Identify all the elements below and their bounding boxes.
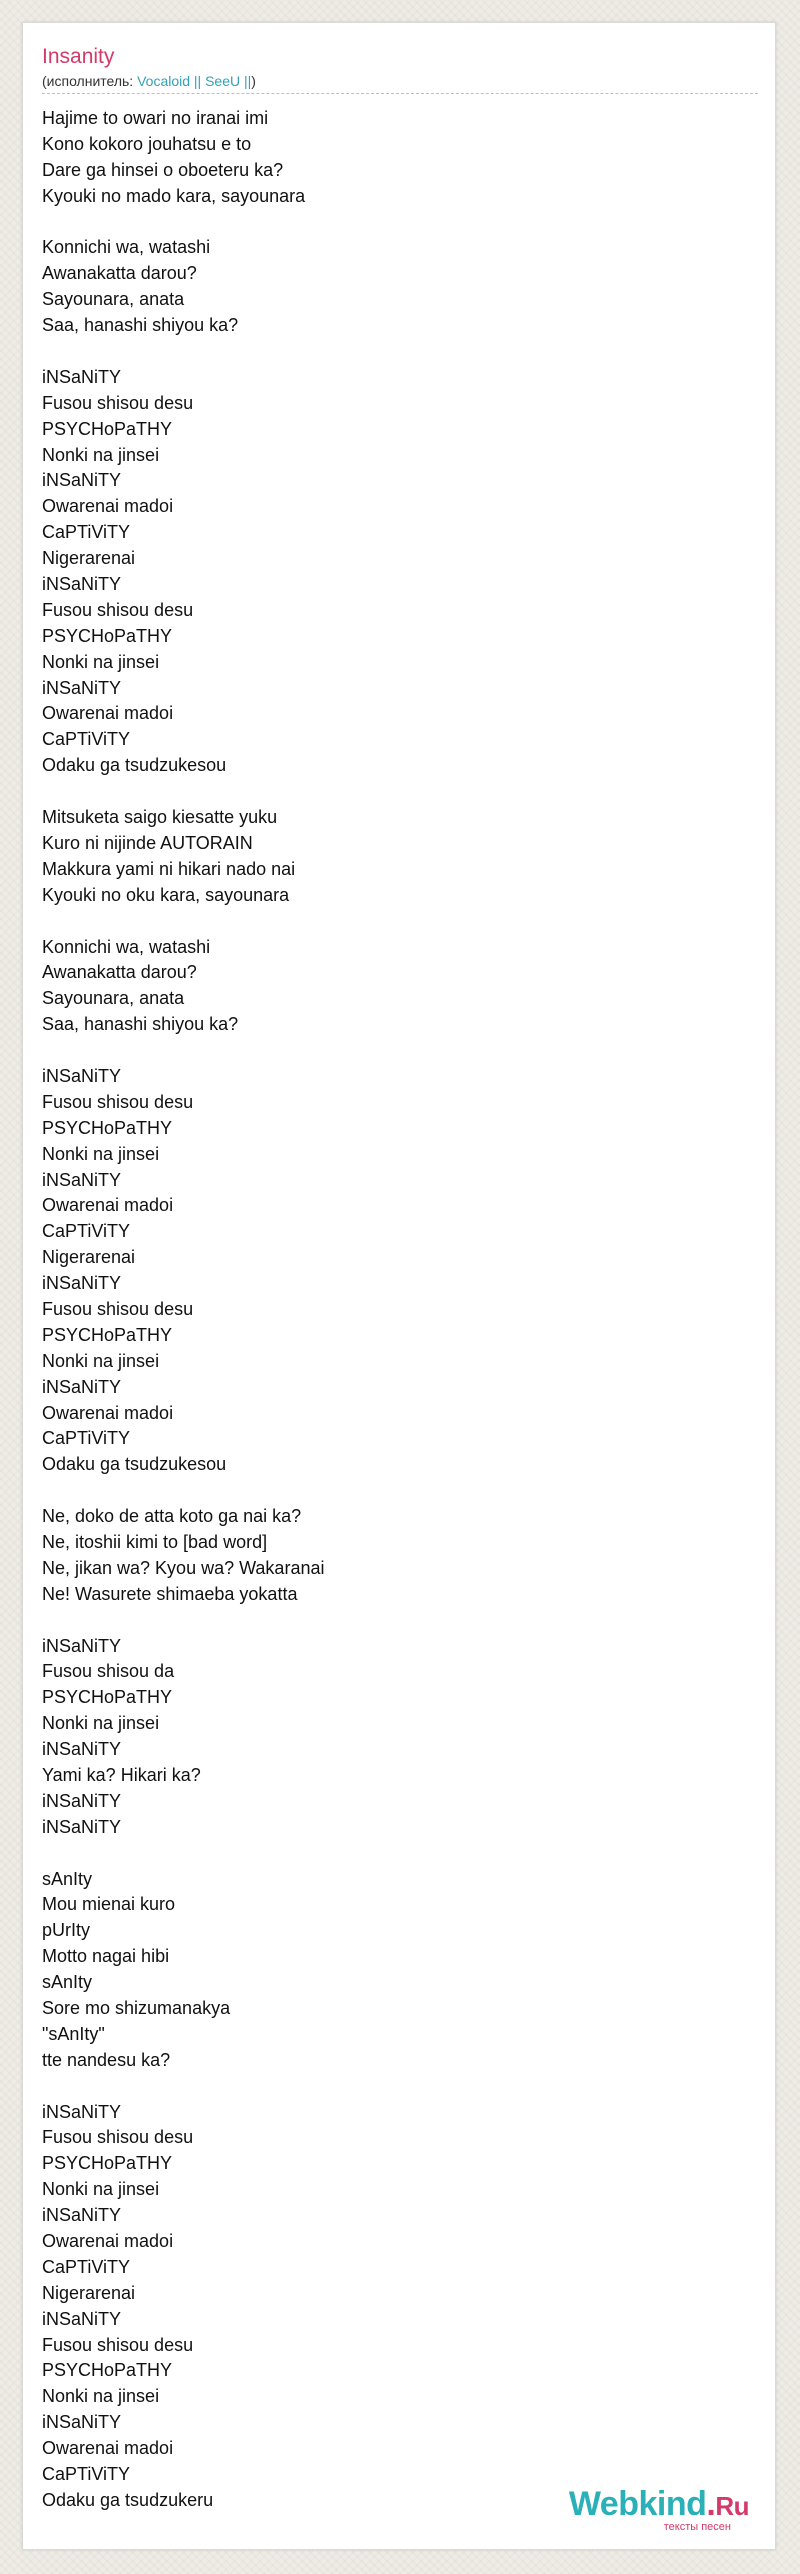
lyrics-blank-line [42, 210, 742, 236]
artist-suffix: ) [251, 73, 256, 89]
lyrics-line: Nigerarenai [42, 2282, 136, 2303]
lyrics-blank-line [42, 1038, 742, 1064]
artist-separator: || [193, 73, 202, 89]
lyrics-line: Konnichi wa, watashi [42, 936, 211, 957]
lyrics-line: iNSaNiTY [42, 1273, 122, 1294]
lyrics-line: Sayounara, anata [42, 988, 185, 1009]
lyrics-line: iNSaNiTY [42, 1376, 122, 1397]
lyrics-line: Fusou shisou da [42, 1661, 175, 1682]
lyrics-line: Konnichi wa, watashi [42, 237, 211, 258]
logo-tld: Ru [715, 2491, 749, 2521]
lyrics-line: PSYCHoPaTHY [42, 625, 173, 646]
artist-line [42, 72, 256, 90]
lyrics-line: Ne! Wasurete shimaeba yokatta [42, 1583, 298, 1604]
lyrics-line: Nigerarenai [42, 1247, 136, 1268]
lyrics-line: iNSaNiTY [42, 1169, 122, 1190]
lyrics-line: Nonki na jinsei [42, 444, 160, 465]
artist-separator-trailing: || [244, 73, 252, 89]
logo-name: Webkind [568, 2485, 707, 2523]
lyrics-line: CaPTiViTY [42, 1221, 131, 1242]
lyrics-text [42, 106, 742, 2514]
lyrics-line: Nonki na jinsei [42, 2386, 160, 2407]
lyrics-line: CaPTiViTY [42, 2464, 131, 2485]
lyrics-line: Owarenai madoi [42, 2438, 174, 2459]
lyrics-line: PSYCHoPaTHY [42, 2360, 173, 2381]
lyrics-line: iNSaNiTY [42, 1635, 122, 1656]
lyrics-line: Odaku ga tsudzukesou [42, 1454, 227, 1475]
lyrics-line: iNSaNiTY [42, 1065, 122, 1086]
lyrics-line: sAnIty [42, 1972, 93, 1993]
lyrics-card [22, 22, 776, 2550]
lyrics-line: iNSaNiTY [42, 1790, 122, 1811]
lyrics-line: Kyouki no mado kara, sayounara [42, 185, 306, 206]
lyrics-line: Nonki na jinsei [42, 1143, 160, 1164]
lyrics-line: Fusou shisou desu [42, 1091, 194, 1112]
lyrics-line: Ne, itoshii kimi to [bad word] [42, 1531, 268, 1552]
lyrics-line: Odaku ga tsudzukesou [42, 755, 227, 776]
lyrics-blank-line [42, 909, 742, 935]
lyrics-line: iNSaNiTY [42, 2308, 122, 2329]
lyrics-line: Fusou shisou desu [42, 392, 194, 413]
lyrics-line: sAnIty [42, 1868, 93, 1889]
lyrics-line: iNSaNiTY [42, 470, 122, 491]
song-title: Insanity [42, 45, 115, 68]
logo-wordmark [569, 2487, 749, 2523]
lyrics-line: Fusou shisou desu [42, 599, 194, 620]
lyrics-line: Motto nagai hibi [42, 1946, 170, 1967]
lyrics-line: PSYCHoPaTHY [42, 1687, 173, 1708]
lyrics-line: Nonki na jinsei [42, 1350, 160, 1371]
lyrics-line: CaPTiViTY [42, 729, 131, 750]
webkind-logo[interactable] [569, 2487, 749, 2533]
lyrics-line: Owarenai madoi [42, 1195, 174, 1216]
lyrics-line: Odaku ga tsudzukeru [42, 2489, 214, 2510]
lyrics-line: Nigerarenai [42, 548, 136, 569]
lyrics-blank-line [42, 779, 742, 805]
lyrics-line: Owarenai madoi [42, 703, 174, 724]
artist-link-vocaloid[interactable]: Vocaloid [137, 73, 191, 89]
lyrics-line: iNSaNiTY [42, 2205, 122, 2226]
lyrics-line: iNSaNiTY [42, 1816, 122, 1837]
lyrics-line: Yami ka? Hikari ka? [42, 1765, 201, 1785]
lyrics-line: iNSaNiTY [42, 366, 122, 387]
lyrics-line: Makkura yami ni hikari nado nai [42, 858, 296, 879]
lyrics-line: Kuro ni nijinde AUTORAIN [42, 832, 253, 853]
lyrics-line: Hajime to owari no iranai imi [42, 108, 269, 128]
lyrics-line: PSYCHoPaTHY [42, 2153, 173, 2174]
lyrics-line: "sAnIty" [42, 2023, 105, 2044]
lyrics-line: Kyouki no oku kara, sayounara [42, 884, 290, 905]
lyrics-line: PSYCHoPaTHY [42, 418, 173, 439]
lyrics-line: Sore mo shizumanakya [42, 1998, 231, 2019]
lyrics-line: Mitsuketa saigo kiesatte yuku [42, 807, 278, 828]
lyrics-line: Owarenai madoi [42, 496, 174, 517]
lyrics-line: iNSaNiTY [42, 1739, 122, 1760]
lyrics-line: Awanakatta darou? [42, 962, 197, 983]
artist-prefix: (исполнитель: [42, 73, 138, 89]
lyrics-blank-line [42, 1478, 742, 1504]
lyrics-line: iNSaNiTY [42, 677, 122, 698]
lyrics-line: Kono kokoro jouhatsu e to [42, 133, 252, 154]
lyrics-line: Nonki na jinsei [42, 651, 160, 672]
lyrics-line: tte nandesu ka? [42, 2049, 171, 2070]
lyrics-line: Saa, hanashi shiyou ka? [42, 1014, 239, 1035]
lyrics-blank-line [42, 1608, 742, 1634]
lyrics-line: Mou mienai kuro [42, 1894, 176, 1915]
lyrics-line: PSYCHoPaTHY [42, 1324, 173, 1345]
lyrics-line: CaPTiViTY [42, 1428, 131, 1449]
artist-link-seeu[interactable]: SeeU [205, 73, 241, 89]
lyrics-line: Nonki na jinsei [42, 1713, 160, 1734]
lyrics-line: Fusou shisou desu [42, 2127, 194, 2148]
lyrics-line: Nonki na jinsei [42, 2179, 160, 2200]
lyrics-line: Owarenai madoi [42, 1402, 174, 1423]
lyrics-blank-line [42, 1841, 742, 1867]
lyrics-line: Fusou shisou desu [42, 1298, 194, 1319]
lyrics-line: Sayounara, anata [42, 289, 185, 310]
lyrics-line: PSYCHoPaTHY [42, 1117, 173, 1138]
lyrics-line: Owarenai madoi [42, 2231, 174, 2252]
lyrics-line: Fusou shisou desu [42, 2334, 194, 2355]
logo-tagline: тексты песен [663, 2521, 731, 2533]
lyrics-line: Saa, hanashi shiyou ka? [42, 315, 239, 336]
lyrics-line: CaPTiViTY [42, 522, 131, 543]
lyrics-blank-line [42, 2074, 742, 2100]
lyrics-line: CaPTiViTY [42, 2256, 131, 2277]
lyrics-line: iNSaNiTY [42, 574, 122, 595]
lyrics-line: Ne, jikan wa? Kyou wa? Wakaranai [42, 1557, 325, 1578]
title-divider [42, 93, 758, 94]
lyrics-line: pUrIty [42, 1920, 91, 1941]
logo-dot: . [706, 2485, 716, 2523]
lyrics-line: iNSaNiTY [42, 2101, 122, 2122]
lyrics-line: Dare ga hinsei o oboeteru ka? [42, 159, 284, 180]
lyrics-line: Awanakatta darou? [42, 263, 197, 284]
lyrics-line: Ne, doko de atta koto ga nai ka? [42, 1506, 302, 1527]
lyrics-line: iNSaNiTY [42, 2412, 122, 2433]
lyrics-blank-line [42, 339, 742, 365]
